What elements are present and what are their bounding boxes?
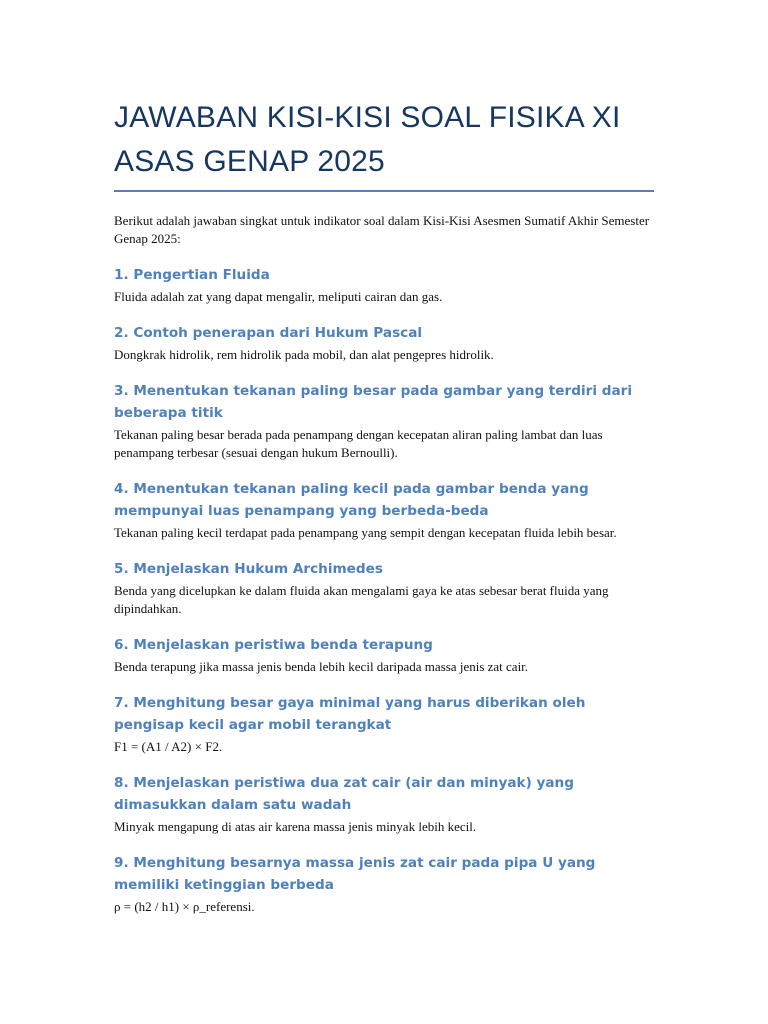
indicator-heading: 6. Menjelaskan peristiwa benda terapung bbox=[114, 637, 433, 653]
indicator-item-7 bbox=[114, 692, 654, 756]
indicator-item-9 bbox=[114, 852, 654, 916]
indicator-heading: 7. Menghitung besar gaya minimal yang harus diberikan oleh pengisap kecil agar mobil terangkat bbox=[114, 695, 586, 733]
indicator-answer: Tekanan paling kecil terdapat pada penampang yang sempit dengan kecepatan fluida lebih besar. bbox=[114, 525, 617, 540]
indicator-heading: 3. Menentukan tekanan paling besar pada gambar yang terdiri dari beberapa titik bbox=[114, 383, 632, 421]
indicator-answer: Minyak mengapung di atas air karena massa jenis minyak lebih kecil. bbox=[114, 819, 477, 834]
indicator-item-1 bbox=[114, 264, 654, 306]
indicator-heading: 8. Menjelaskan peristiwa dua zat cair (air dan minyak) yang dimasukkan dalam satu wadah bbox=[114, 775, 574, 813]
indicator-heading: 2. Contoh penerapan dari Hukum Pascal bbox=[114, 325, 423, 341]
indicator-heading: 9. Menghitung besarnya massa jenis zat cair pada pipa U yang memiliki ketinggian berbeda bbox=[114, 855, 596, 893]
indicator-item-3 bbox=[114, 380, 654, 462]
indicator-heading: 1. Pengertian Fluida bbox=[114, 267, 270, 283]
indicator-answer: Fluida adalah zat yang dapat mengalir, meliputi cairan dan gas. bbox=[114, 289, 443, 304]
indicator-answer: Benda terapung jika massa jenis benda lebih kecil daripada massa jenis zat cair. bbox=[114, 659, 529, 674]
indicator-answer: Tekanan paling besar berada pada penampang dengan kecepatan aliran paling lambat dan luas penampang terbesar (sesuai dengan hukum Bernoulli). bbox=[114, 427, 603, 460]
document-page bbox=[114, 96, 654, 916]
indicator-answer: Benda yang dicelupkan ke dalam fluida akan mengalami gaya ke atas sebesar berat fluida yang dipindahkan. bbox=[114, 583, 609, 616]
indicator-item-5 bbox=[114, 558, 654, 618]
indicator-heading: 5. Menjelaskan Hukum Archimedes bbox=[114, 561, 383, 577]
indicator-answer: F1 = (A1 / A2) × F2. bbox=[114, 739, 223, 754]
indicator-heading: 4. Menentukan tekanan paling kecil pada gambar benda yang mempunyai luas penampang yang berbeda-beda bbox=[114, 481, 589, 519]
indicator-item-2 bbox=[114, 322, 654, 364]
indicator-item-4 bbox=[114, 478, 654, 542]
document-title: JAWABAN KISI-KISI SOAL FISIKA XI ASAS GENAP 2025 bbox=[114, 96, 654, 192]
indicator-item-6 bbox=[114, 634, 654, 676]
indicator-answer: Dongkrak hidrolik, rem hidrolik pada mobil, dan alat pengepres hidrolik. bbox=[114, 347, 494, 362]
intro-paragraph: Berikut adalah jawaban singkat untuk indikator soal dalam Kisi-Kisi Asesmen Sumatif Akhir Semester Genap 2025: bbox=[114, 213, 650, 246]
indicator-answer: ρ = (h2 / h1) × ρ_referensi. bbox=[114, 899, 255, 914]
indicator-item-8 bbox=[114, 772, 654, 836]
